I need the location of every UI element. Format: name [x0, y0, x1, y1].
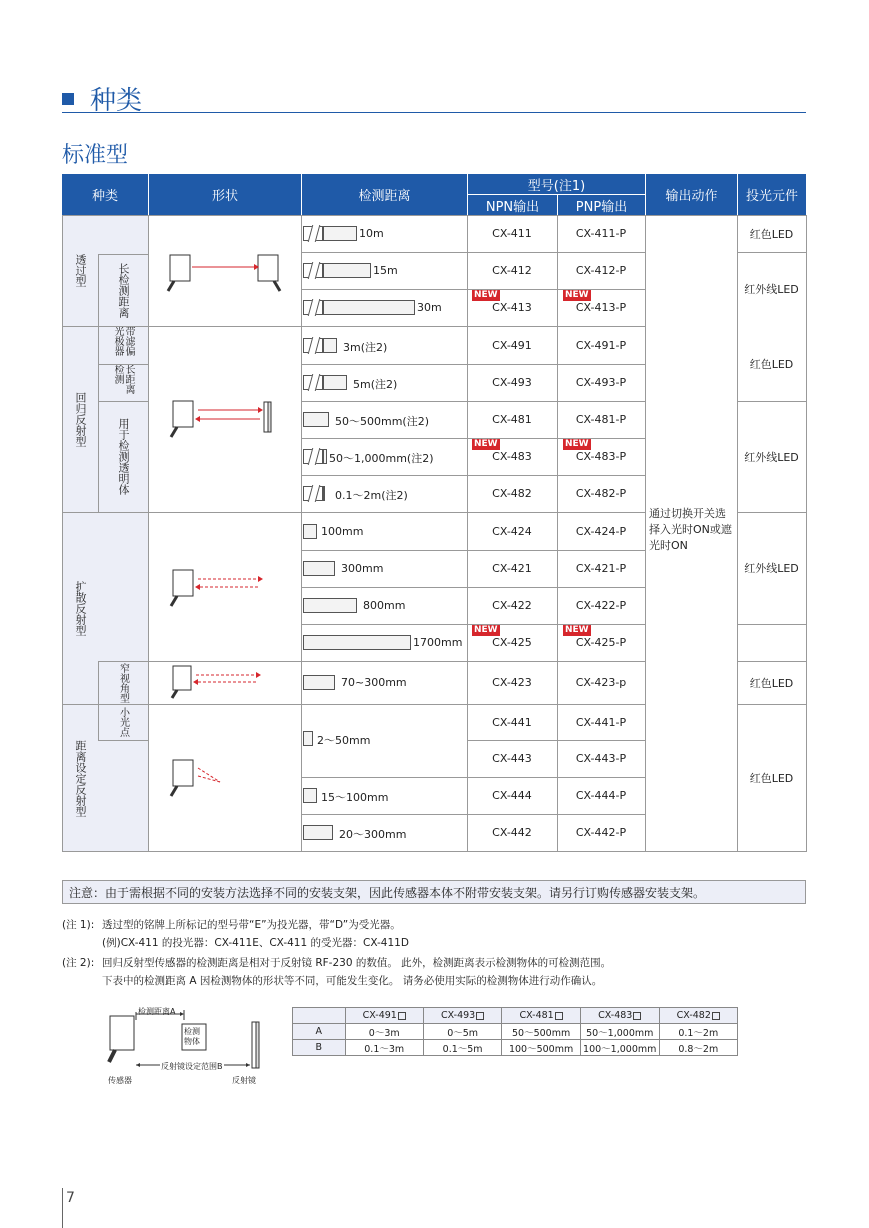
- through-beam-shape-icon: [148, 215, 301, 326]
- sub-label-small-spot: [98, 704, 148, 740]
- emitter-ir-led: 红外线LED: [744, 562, 799, 575]
- range-header-1: [345, 1008, 423, 1024]
- square-option-icon: [555, 1012, 563, 1020]
- header-emitter: 投光元件: [737, 174, 806, 215]
- distance-bar: [303, 788, 317, 803]
- npn-model-cell: CX-481: [492, 413, 532, 426]
- sub-label-text: 小光点: [117, 707, 129, 737]
- range-cell: 0.1～3m: [345, 1040, 423, 1056]
- pnp-model-cell: CX-423-p: [575, 676, 627, 689]
- pnp-model-cell: CX-422-P: [575, 599, 627, 612]
- distance-label: 50～1,000mm(注2): [329, 452, 434, 465]
- section-title-text: 种类: [90, 86, 143, 116]
- corner-cell: [293, 1008, 346, 1024]
- range-header-text: CX-491: [362, 1010, 397, 1021]
- note-1-line-1: 透过型的铭牌上所标记的型号带“E”为投光器，带“D”为受光器。: [102, 919, 401, 931]
- group-label-text: 回归反射型: [74, 391, 87, 447]
- npn-model-cell: CX-443: [492, 752, 532, 765]
- sub-label-long-distance-detect: [98, 364, 148, 401]
- scale-break-icon: [303, 449, 323, 464]
- scale-break-icon: [303, 300, 323, 315]
- npn-model-cell: CX-421: [492, 562, 532, 575]
- distance-label: 5m(注2): [353, 378, 398, 391]
- pnp-model-cell: CX-425-P: [575, 636, 627, 649]
- header-pnp: PNP输出: [557, 195, 645, 215]
- group-label-diffuse-reflective: [62, 512, 98, 704]
- distance-bar: [303, 561, 335, 576]
- output-action-text: 通过切换开关选择入光时ON或遮光时ON: [649, 507, 732, 552]
- distance-label: 0.1～2m(注2): [335, 489, 408, 502]
- pnp-model-cell: CX-483-P: [575, 450, 627, 463]
- distance-label: 15m: [373, 264, 398, 277]
- pnp-model-cell: CX-412-P: [575, 264, 627, 277]
- distance-label: 70~300mm: [341, 676, 407, 689]
- table-row: [293, 1040, 738, 1056]
- sub-label-text: 长检测距离: [117, 262, 130, 318]
- square-option-icon: [476, 1012, 484, 1020]
- range-header-text: CX-483: [598, 1010, 633, 1021]
- new-badge: NEW: [565, 439, 589, 449]
- sub-label-narrow-view: [98, 661, 148, 704]
- new-badge: NEW: [565, 625, 589, 635]
- square-option-icon: [398, 1012, 406, 1020]
- range-cell: 0.1～2m: [659, 1024, 737, 1040]
- npn-model-cell: CX-413: [492, 301, 532, 314]
- group-label-through-beam: [62, 215, 98, 326]
- header-action: 输出动作: [645, 174, 737, 215]
- diagram-reflector: 反射镜: [232, 1076, 256, 1085]
- npn-model-cell: CX-483: [492, 450, 532, 463]
- sub-title: 标准型: [62, 143, 129, 168]
- range-cell: 50～1,000mm: [580, 1024, 659, 1040]
- sub-label-text: 用于检测透明体: [117, 418, 130, 495]
- pnp-model-cell: CX-444-P: [575, 789, 627, 802]
- header-kind: 种类: [62, 174, 148, 215]
- distance-label: 1700mm: [413, 636, 463, 649]
- header-npn: NPN输出: [467, 195, 557, 215]
- range-cell: 0～3m: [345, 1024, 423, 1040]
- header-model: 型号(注1): [467, 174, 645, 195]
- diffuse-reflective-shape-icon: [148, 512, 301, 661]
- distance-bar: [303, 825, 333, 840]
- scale-break-icon: [303, 226, 323, 241]
- emitter-ir-led: 红外线LED: [744, 283, 799, 296]
- diagram-distance-a: 检测距离A: [138, 1007, 176, 1016]
- distance-label: 15～100mm: [321, 791, 389, 804]
- header-shape: 形状: [148, 174, 301, 215]
- note-1-line-2: (例)CX-411 的投光器：CX-411E、CX-411 的受光器：CX-411D: [102, 937, 409, 949]
- range-cell: 100～1,000mm: [580, 1040, 659, 1056]
- npn-model-cell: CX-412: [492, 264, 532, 277]
- new-badge: NEW: [474, 439, 498, 449]
- sub-label-long-distance: [98, 254, 148, 326]
- range-header-3: [502, 1008, 581, 1024]
- sub-label-polarizing-filter: [98, 326, 148, 364]
- sub-label-text: 长距离检测: [112, 364, 134, 394]
- distance-bar: [303, 524, 317, 539]
- product-table: [62, 174, 806, 852]
- range-cell: 100～500mm: [502, 1040, 581, 1056]
- emitter-red-led: 红色LED: [749, 771, 794, 785]
- distance-label: 20～300mm: [339, 828, 407, 841]
- range-header-text: CX-493: [441, 1010, 476, 1021]
- sub-label-text: 带滤偏光极器: [112, 326, 134, 356]
- distance-bar: [303, 412, 329, 427]
- distance-bar: [303, 635, 411, 650]
- emitter-ir-led: 红外线LED: [744, 450, 799, 464]
- new-badge: NEW: [474, 290, 498, 300]
- scale-break-icon: [303, 375, 323, 390]
- npn-model-cell: CX-411: [492, 227, 532, 240]
- distance-label: 300mm: [341, 562, 384, 575]
- range-cell: 0.8～2m: [659, 1040, 737, 1056]
- notice-box: 注意：由于需根据不同的安装方法选择不同的安装支架，因此传感器本体不附带安装支架。请另行订购传感器安装支架。: [62, 880, 806, 904]
- distance-bar: [323, 486, 325, 501]
- emitter-red-led: 红色LED: [749, 227, 794, 241]
- range-header-text: CX-481: [519, 1010, 554, 1021]
- pnp-model-cell: CX-482-P: [575, 487, 627, 500]
- emitter-red-led: 红色LED: [749, 357, 794, 371]
- npn-model-cell: CX-442: [492, 826, 532, 839]
- pnp-model-cell: CX-493-P: [575, 376, 627, 389]
- page-number-rule: [62, 1188, 63, 1228]
- distance-bar: [303, 731, 313, 746]
- header-distance: 检测距离: [301, 174, 467, 215]
- page-number: 7: [66, 1190, 75, 1206]
- npn-model-cell: CX-425: [492, 636, 532, 649]
- table-row: [293, 1024, 738, 1040]
- pnp-model-cell: CX-441-P: [575, 715, 627, 729]
- distance-label: 100mm: [321, 524, 364, 538]
- range-cell: 50～500mm: [502, 1024, 581, 1040]
- npn-model-cell: CX-423: [492, 676, 532, 689]
- note-2-line-2: 下表中的检测距离 A 因检测物体的形状等不同，可能发生变化。 请务必使用实际的检测物体进行动作确认。: [102, 975, 603, 987]
- distance-bar: [323, 449, 327, 464]
- pnp-model-cell: CX-424-P: [575, 524, 627, 538]
- npn-model-cell: CX-491: [492, 338, 532, 352]
- note-2-label: (注 2):: [62, 957, 95, 969]
- square-option-icon: [712, 1012, 720, 1020]
- group-label-retro-reflective: [62, 326, 98, 512]
- pnp-model-cell: CX-421-P: [575, 562, 627, 575]
- npn-model-cell: CX-493: [492, 376, 532, 389]
- group-label-text: 扩散反射型: [74, 580, 87, 636]
- note-2-line-1: 回归反射型传感器的检测距离是相对于反射镜 RF-230 的数值。 此外，检测距离表示检测物体的可检测范围。: [102, 957, 612, 969]
- distance-setting-shape-icon: [148, 704, 301, 852]
- pnp-model-cell: CX-481-P: [575, 413, 627, 426]
- range-cell: 0～5m: [423, 1024, 501, 1040]
- distance-bar: [323, 300, 415, 315]
- distance-label: 2～50mm: [317, 734, 371, 747]
- scale-break-icon: [303, 263, 323, 278]
- group-label-distance-setting: [62, 704, 98, 852]
- diagram-sensor: 传感器: [108, 1076, 132, 1085]
- scale-break-icon: [303, 338, 323, 353]
- new-badge: NEW: [474, 625, 498, 635]
- row-label: A: [293, 1024, 346, 1040]
- detection-range-table: [292, 1007, 738, 1056]
- distance-bar: [323, 338, 337, 353]
- range-header-5: [659, 1008, 737, 1024]
- npn-model-cell: CX-441: [492, 715, 532, 729]
- retro-reflective-shape-icon: [148, 326, 301, 512]
- sub-label-text: 窄视角型: [117, 662, 129, 703]
- pnp-model-cell: CX-442-P: [575, 826, 627, 839]
- range-header-4: [580, 1008, 659, 1024]
- emitter-red-led: 红色LED: [749, 676, 794, 690]
- distance-label: 800mm: [363, 599, 406, 612]
- range-header-2: [423, 1008, 501, 1024]
- diagram-object: 检测物体: [184, 1027, 200, 1046]
- pnp-model-cell: CX-443-P: [575, 752, 627, 765]
- section-divider: [62, 112, 806, 113]
- npn-model-cell: CX-422: [492, 599, 532, 612]
- row-label: B: [293, 1040, 346, 1056]
- square-bullet-icon: [62, 93, 74, 105]
- diagram-range-b: 反射镜设定范围B: [161, 1062, 223, 1071]
- group-label-text: 透过型: [74, 254, 87, 287]
- new-badge: NEW: [565, 290, 589, 300]
- distance-bar: [323, 375, 347, 390]
- range-cell: 0.1～5m: [423, 1040, 501, 1056]
- distance-bar: [323, 263, 371, 278]
- pnp-model-cell: CX-411-P: [575, 227, 627, 240]
- note-1-label: (注 1):: [62, 919, 95, 931]
- distance-label: 10m: [359, 227, 384, 240]
- distance-label: 3m(注2): [343, 340, 388, 354]
- range-header-text: CX-482: [676, 1010, 711, 1021]
- distance-bar: [303, 598, 357, 613]
- pnp-model-cell: CX-491-P: [575, 338, 627, 352]
- distance-label: 50～500mm(注2): [335, 415, 430, 428]
- distance-bar: [323, 226, 357, 241]
- npn-model-cell: CX-482: [492, 487, 532, 500]
- pnp-model-cell: CX-413-P: [575, 301, 627, 314]
- scale-break-icon: [303, 486, 323, 501]
- npn-model-cell: CX-424: [492, 524, 532, 538]
- square-option-icon: [633, 1012, 641, 1020]
- group-label-text: 距离设定反射型: [74, 739, 87, 817]
- npn-model-cell: CX-444: [492, 789, 532, 802]
- narrow-view-shape-icon: [148, 661, 301, 704]
- distance-bar: [303, 675, 335, 690]
- sub-label-transparent-object: [98, 401, 148, 512]
- distance-label: 30m: [417, 301, 442, 314]
